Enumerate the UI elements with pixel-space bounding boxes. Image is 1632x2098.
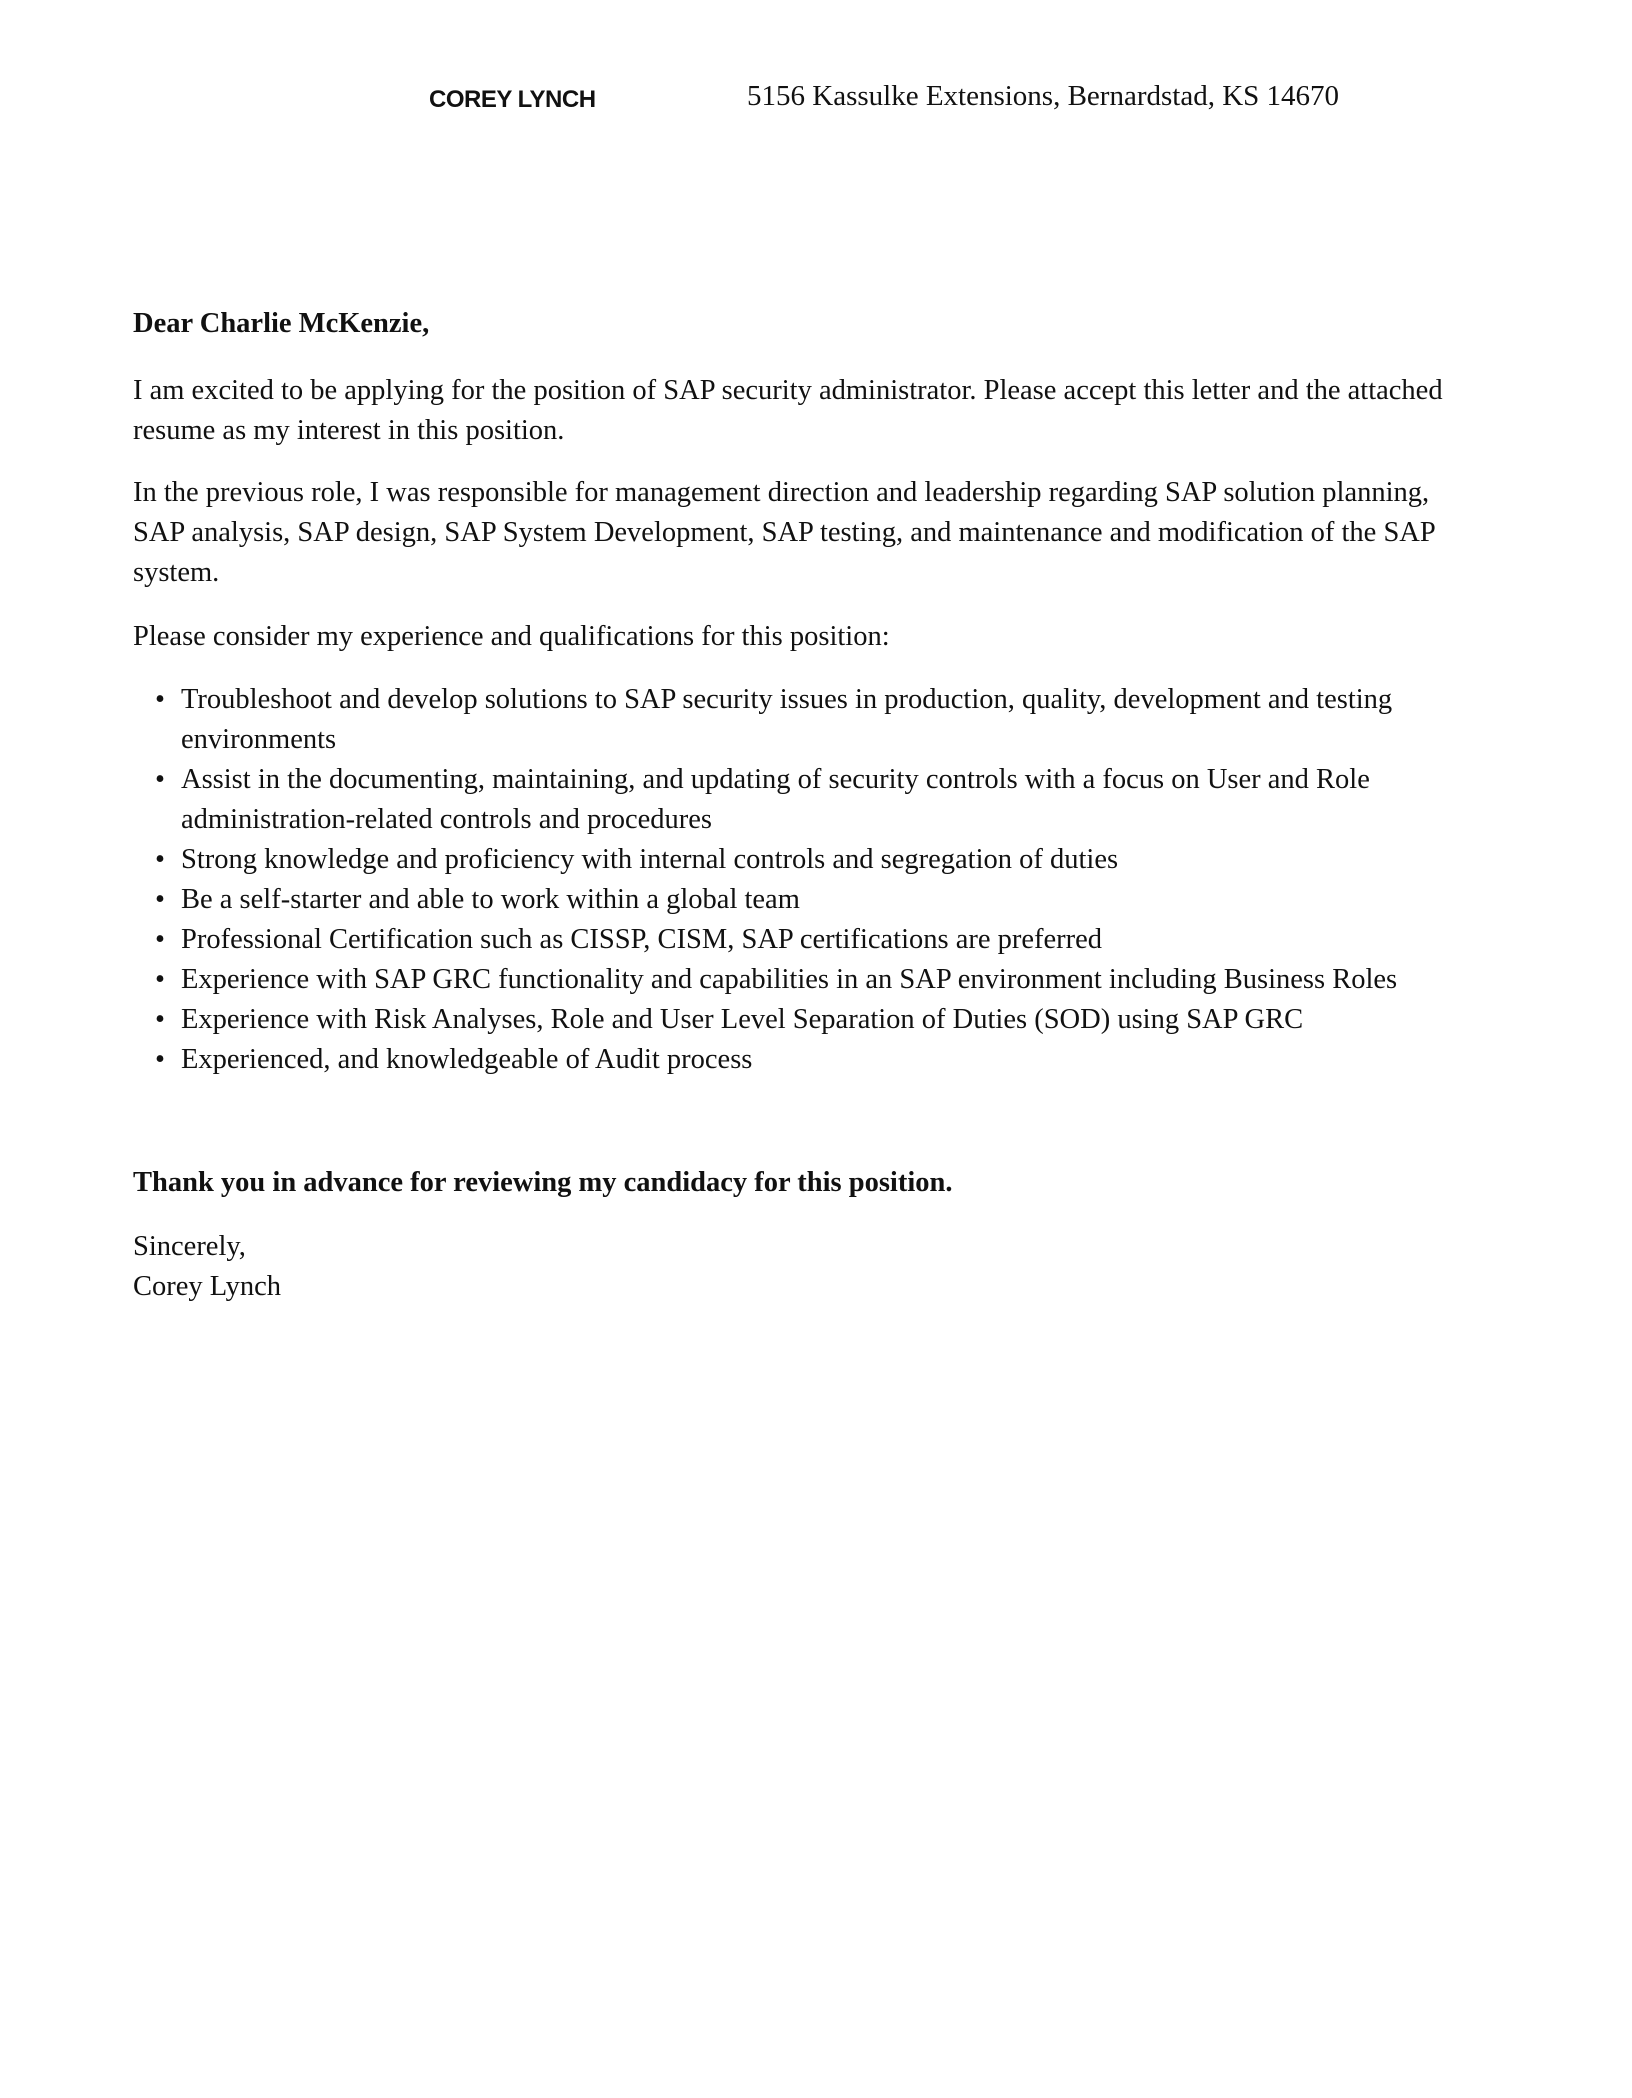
- list-item: • Professional Certification such as CISSP, CISM, SAP certifications are preferred: [181, 920, 1531, 960]
- list-item: • Experience with SAP GRC functionality and capabilities in an SAP environment including Business Roles: [181, 960, 1531, 1000]
- list-item: • Experienced, and knowledgeable of Audit process: [181, 1040, 1531, 1080]
- sender-address: 5156 Kassulke Extensions, Bernardstad, KS 14670: [747, 80, 1340, 112]
- closing-statement: Thank you in advance for reviewing my candidacy for this position.: [133, 1167, 953, 1198]
- qualifications-list: [133, 680, 1531, 1080]
- list-item: • Strong knowledge and proficiency with internal controls and segregation of duties: [181, 840, 1531, 880]
- sign-off: Sincerely,: [133, 1231, 246, 1262]
- list-item: • Troubleshoot and develop solutions to SAP security issues in production, quality, development and testing environments: [181, 680, 1531, 760]
- list-item: • Be a self-starter and able to work within a global team: [181, 880, 1531, 920]
- list-item: • Assist in the documenting, maintaining, and updating of security controls with a focus on User and Role administration-related controls and procedures: [181, 760, 1531, 840]
- signature-name: Corey Lynch: [133, 1271, 282, 1302]
- signature-block: [133, 1227, 1483, 1307]
- greeting: Dear Charlie McKenzie,: [133, 308, 430, 339]
- list-item: • Experience with Risk Analyses, Role and User Level Separation of Duties (SOD) using SAP GRC: [181, 1000, 1531, 1040]
- intro-paragraph: I am excited to be applying for the position of SAP security administrator. Please accept this letter and the attached resume as my interest in this position.: [133, 375, 1443, 446]
- sender-name: COREY LYNCH: [429, 86, 596, 113]
- qualifications-intro: Please consider my experience and qualifications for this position:: [133, 621, 890, 652]
- experience-paragraph: In the previous role, I was responsible for management direction and leadership regarding SAP solution planning, SAP analysis, SAP design, SAP System Development, SAP testing, and maintenance and modification of the SAP system.: [133, 477, 1435, 588]
